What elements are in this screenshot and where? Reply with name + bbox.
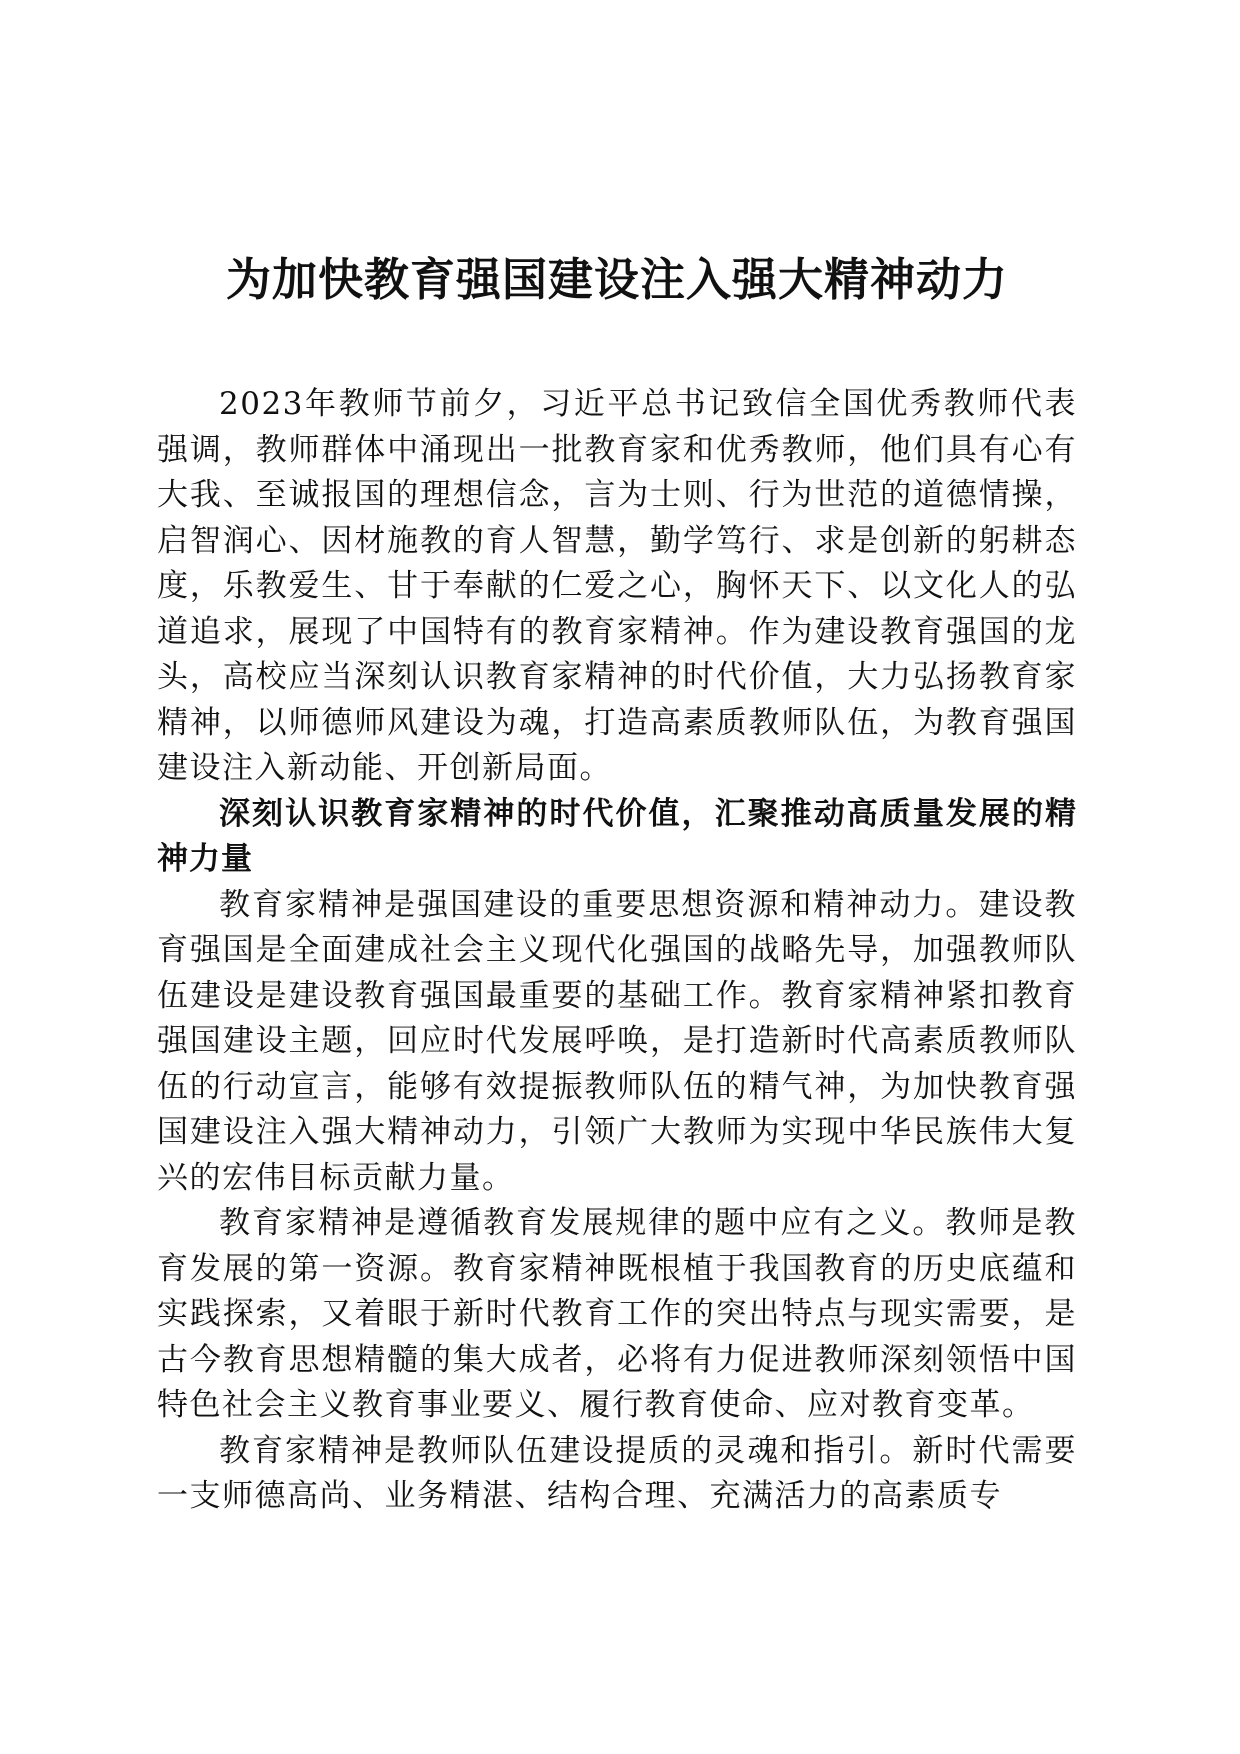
document-title: 为加快教育强国建设注入强大精神动力 [225, 253, 1008, 306]
body-paragraph: 教育家精神是强国建设的重要思想资源和精神动力。建设教育强国是全面建成社会主义现代化强国的战略先导，加强教师队伍建设是建设教育强国最重要的基础工作。教育家精神紧扣教育强国建设主题，回应时代发展呼唤，是打造新时代高素质教师队伍的行动宣言，能够有效提振教师队伍的精气神，为加快教育强国建设注入强大精神动力，引领广大教师为实现中华民族伟大复兴的宏伟目标贡献力量。 [157, 886, 1077, 1196]
intro-paragraph: 2023年教师节前夕，习近平总书记致信全国优秀教师代表强调，教师群体中涌现出一批教育家和优秀教师，他们具有心有大我、至诚报国的理想信念，言为士则、行为世范的道德情操，启智润心、因材施教的育人智慧，勤学笃行、求是创新的躬耕态度，乐教爱生、甘于奉献的仁爱之心，胸怀天下、以文化人的弘道追求，展现了中国特有的教育家精神。作为建设教育强国的龙头，高校应当深刻认识教育家精神的时代价值，大力弘扬教育家精神，以师德师风建设为魂，打造高素质教师队伍，为教育强国建设注入新动能、开创新局面。 [157, 386, 1077, 786]
body-paragraph: 教育家精神是教师队伍建设提质的灵魂和指引。新时代需要一支师德高尚、业务精湛、结构合理、充满活力的高素质专 [157, 1432, 1077, 1514]
section-heading: 深刻认识教育家精神的时代价值，汇聚推动高质量发展的精神力量 [157, 795, 1077, 877]
document-page [157, 0, 1077, 1754]
body-paragraph: 教育家精神是遵循教育发展规律的题中应有之义。教师是教育发展的第一资源。教育家精神既根植于我国教育的历史底蕴和实践探索，又着眼于新时代教育工作的突出特点与现实需要，是古今教育思想精髓的集大成者，必将有力促进教师深刻领悟中国特色社会主义教育事业要义、履行教育使命、应对教育变革。 [157, 1205, 1077, 1423]
document-body [157, 382, 1077, 1520]
